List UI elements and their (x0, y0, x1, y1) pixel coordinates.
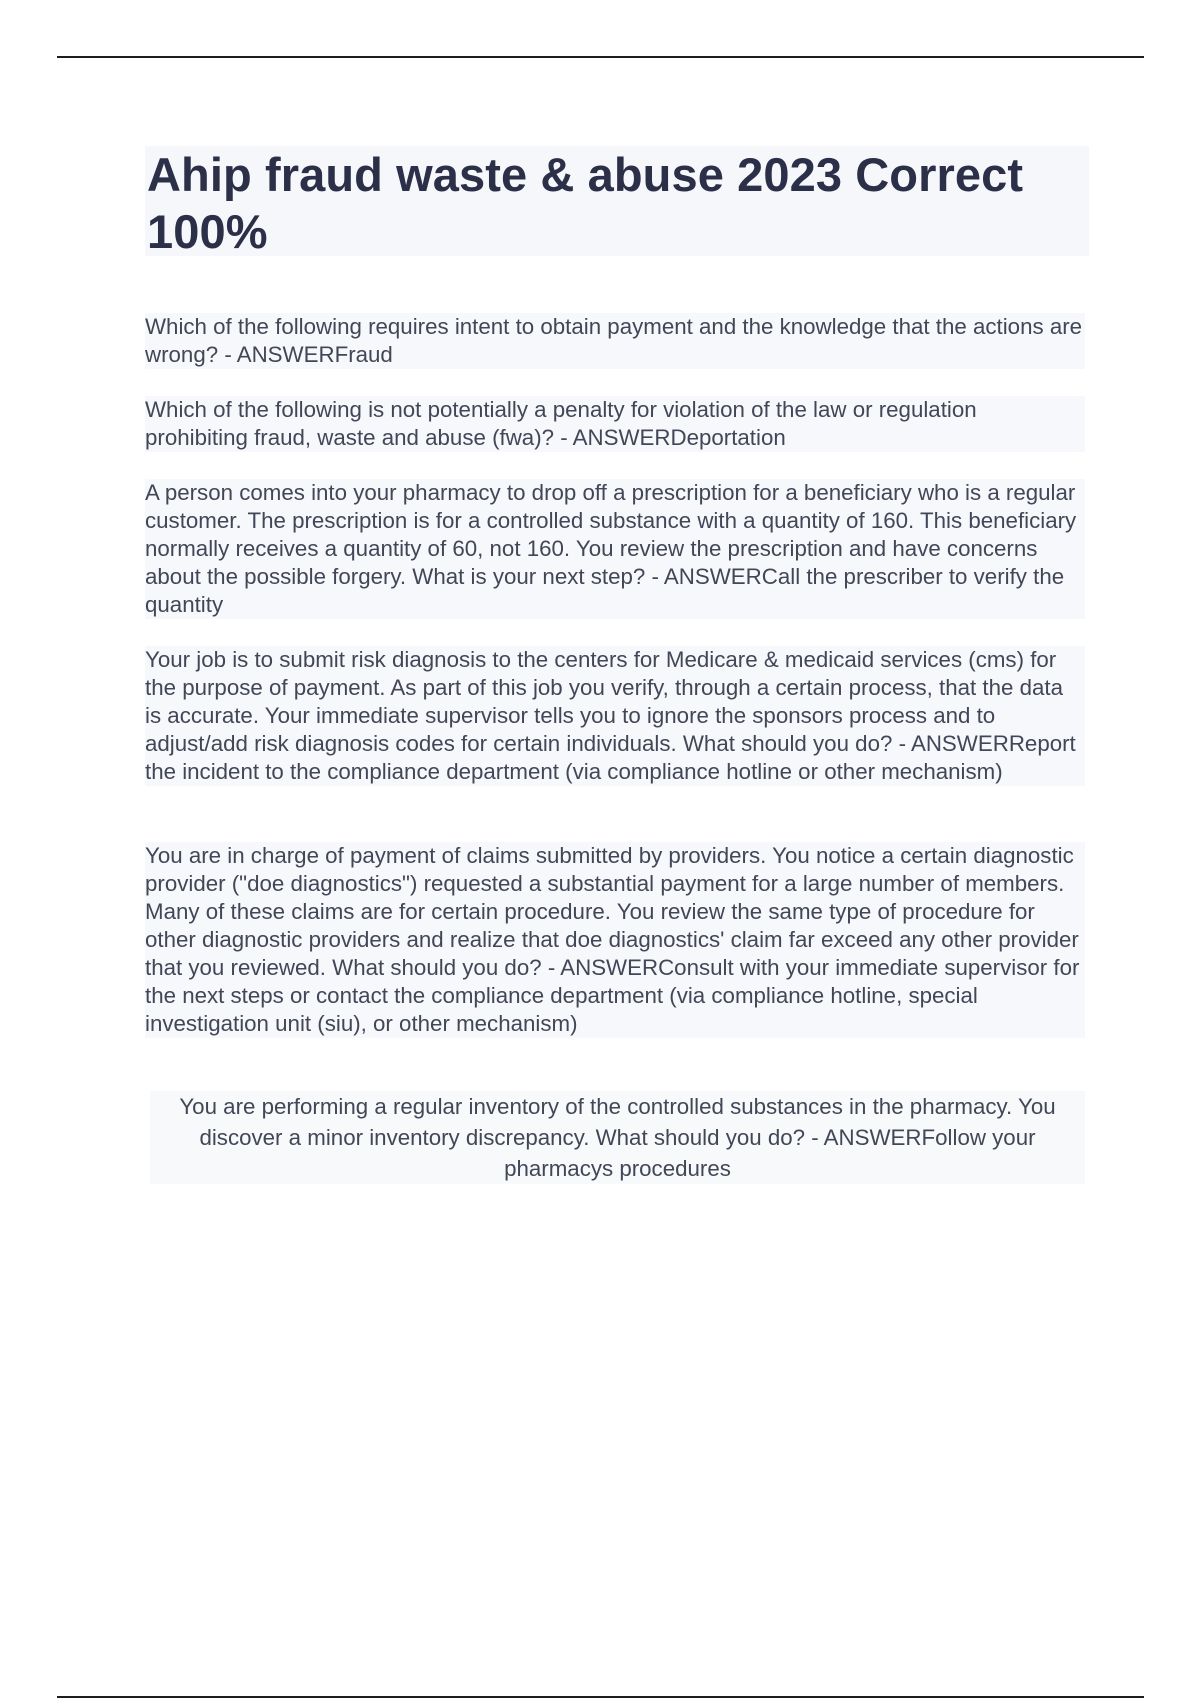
question-answer-6: You are performing a regular inventory of the controlled substances in the pharmacy. You discover a minor inventory discrepancy. What should you do? - ANSWERFollow your pharmacys procedures (150, 1091, 1085, 1184)
question-answer-5: You are in charge of payment of claims submitted by providers. You notice a certain diagnostic provider ("doe diagnostics") requested a substantial payment for a large number of members. Many of these claims are for certain procedure. You review the same type of procedure for other diagnostic providers and realize that doe diagnostics' claim far exceed any other provider that you reviewed. What should you do? - ANSWERConsult with your immediate supervisor for the next steps or contact the compliance department (via compliance hotline, special investigation unit (siu), or other mechanism) (145, 842, 1085, 1038)
question-answer-3: A person comes into your pharmacy to drop off a prescription for a beneficiary who is a regular customer. The prescription is for a controlled substance with a quantity of 160. This beneficiary normally receives a quantity of 60, not 160. You review the prescription and have concerns about the possible forgery. What is your next step? - ANSWERCall the prescriber to verify the quantity (145, 479, 1085, 619)
bottom-rule (57, 1696, 1144, 1698)
title-banner (145, 146, 1089, 256)
document-title: Ahip fraud waste & abuse 2023 Correct 100% (147, 148, 1024, 258)
top-rule (57, 56, 1144, 58)
question-answer-4: Your job is to submit risk diagnosis to the centers for Medicare & medicaid services (cms) for the purpose of payment. As part of this job you verify, through a certain process, that the data is accurate. Your immediate supervisor tells you to ignore the sponsors process and to adjust/add risk diagnosis codes for certain individuals. What should you do? - ANSWERReport the incident to the compliance department (via compliance hotline or other mechanism) (145, 646, 1085, 786)
question-answer-1: Which of the following requires intent to obtain payment and the knowledge that the actions are wrong? - ANSWERFraud (145, 313, 1085, 369)
question-answer-2: Which of the following is not potentially a penalty for violation of the law or regulation prohibiting fraud, waste and abuse (fwa)? - ANSWERDeportation (145, 396, 1085, 452)
